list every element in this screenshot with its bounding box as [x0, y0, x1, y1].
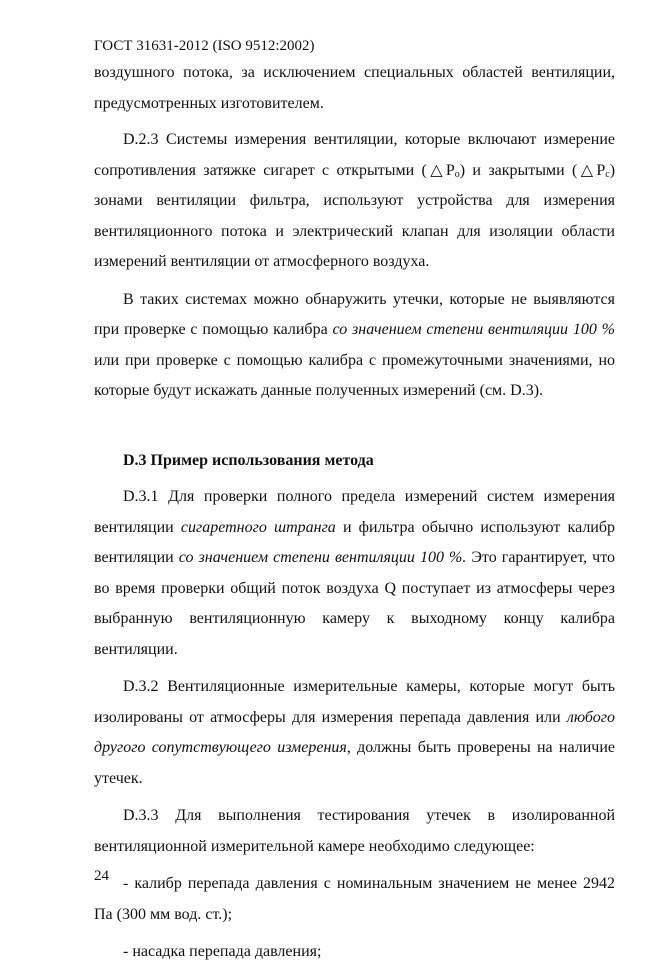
delta-pc-symbol: △P [577, 161, 606, 179]
text-run: ) зонами вентиляции фильтра, используют устройства для измерения вентиляционного потока и электрический клапан для изоляции области измерений вентиляции от атмосферного воздуха. [94, 161, 616, 270]
text-run: D.2.3 Системы измерения вентиляции, которые включают измерение сопротивления затяжке сигарет с открытыми ( [94, 131, 615, 179]
subscript-c: c [605, 168, 610, 180]
list-item-calibre: - калибр перепада давления с номинальным значением не менее 2942 Па (300 мм вод. ст.); [94, 875, 615, 923]
italic-run: любого другого сопутствующего измерения [94, 708, 615, 756]
paragraph-d-3-1 [94, 482, 615, 665]
text-run: ) и закрытыми ( [459, 161, 578, 179]
paragraph-d-2-3 [94, 125, 615, 278]
text-run: В таких системах можно обнаружить утечки, которые не выявляются при проверке с помощью калибра [94, 290, 615, 338]
page-number: 24 [94, 868, 109, 884]
italic-run: со значением степени вентиляции 100 %. [178, 549, 467, 566]
text-run: Это гарантирует, что во время проверки общий поток воздуха Q поступает из атмосферы через выбранную вентиляционную камеру к выходному концу калибра вентиляции. [94, 549, 615, 658]
text-run: D.3.2 Вентиляционные измерительные камеры, которые могут быть изолированы от атмосферы для измерения перепада давления или [94, 678, 615, 726]
subscript-o: o [454, 168, 460, 180]
italic-run: сигаретного штранга [180, 518, 336, 536]
section-heading-d3: D.3 Пример использования метода [123, 451, 374, 469]
text-run: , должны быть проверены на наличие утечек. [94, 739, 615, 787]
document-body [94, 58, 615, 968]
paragraph-leaks [94, 285, 615, 407]
list-item-nozzle: - насадка перепада давления; [123, 943, 322, 960]
text-run: D.3.1 Для проверки полного предела измерений систем измерения вентиляции [94, 488, 615, 536]
italic-run: со значением степени вентиляции 100 % [332, 321, 615, 338]
paragraph-d-3-2 [94, 672, 615, 794]
text-run: и фильтра обычно используют калибр вентиляции [94, 518, 616, 566]
paragraph-d-3-3: D.3.3 Для выполнения тестирования утечек в изолированной вентиляционной измерительной камере необходимо следующее: [94, 807, 615, 855]
document-header: ГОСТ 31631-2012 (ISO 9512:2002) [94, 38, 315, 54]
delta-po-symbol: △P [426, 161, 455, 179]
paragraph-continuation: воздушного потока, за исключением специальных областей вентиляции, предусмотренных изготовителем. [94, 64, 615, 112]
text-run: или при проверке с помощью калибра с промежуточными значениями, но которые будут искажать данные полученных измерений (см. D.3). [94, 351, 615, 399]
